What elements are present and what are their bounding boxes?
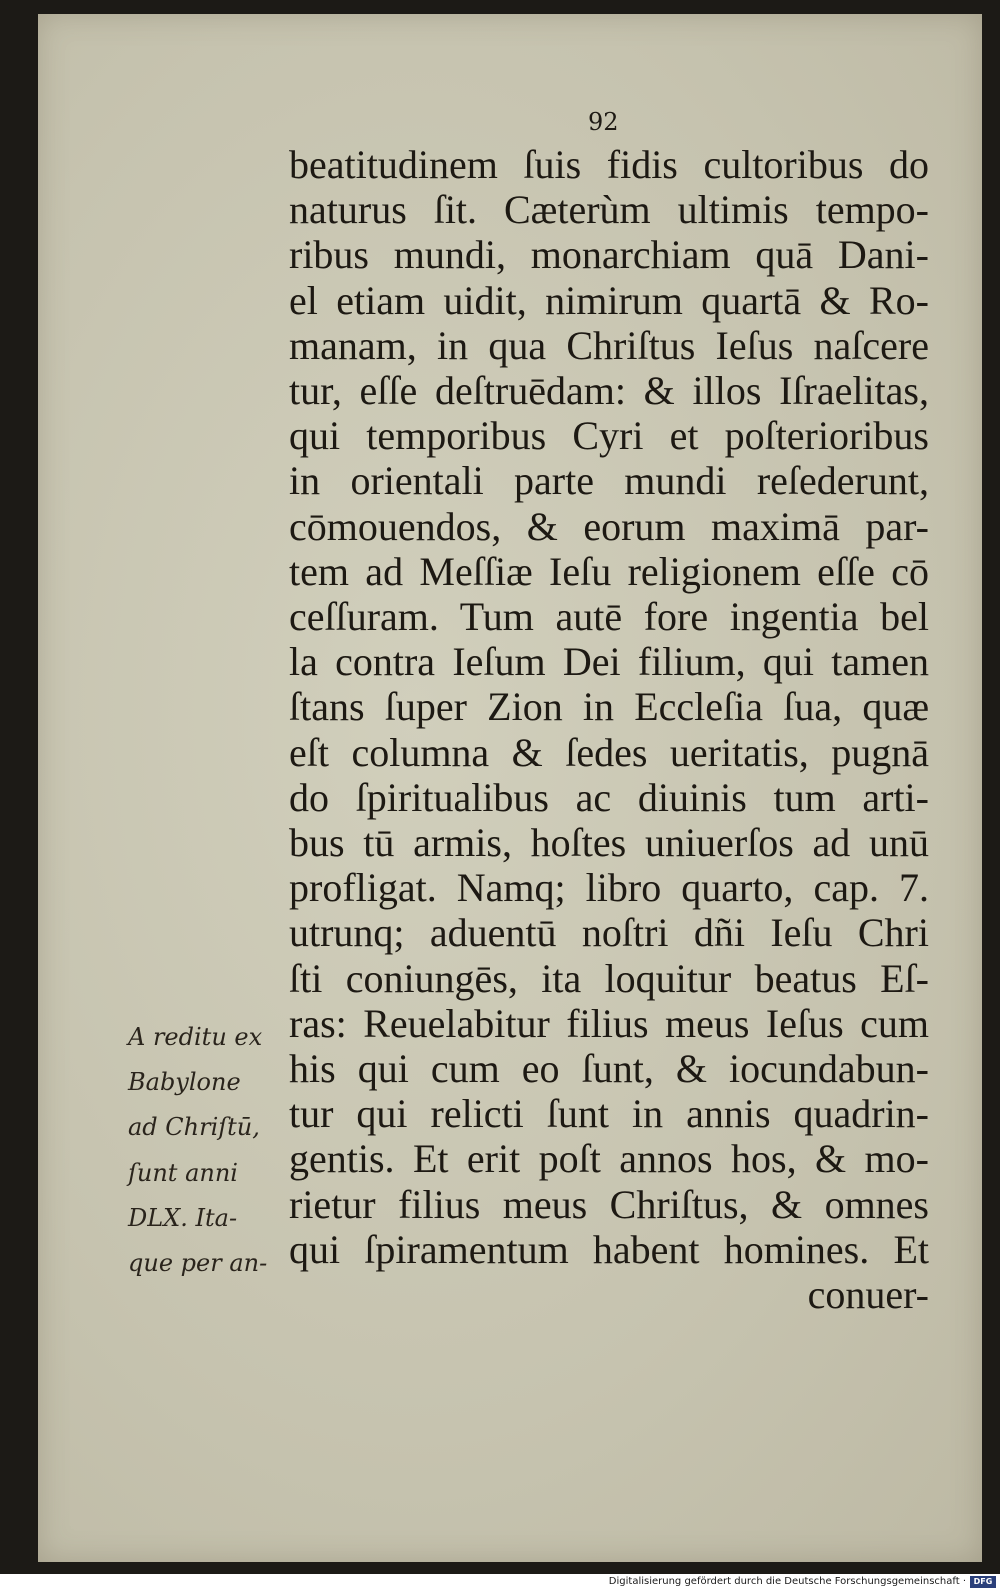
marginal-note-line: DLX. Ita- bbox=[128, 1203, 238, 1232]
text-line: utrunq; aduentū noſtri dñi Ieſu Chri bbox=[289, 910, 929, 956]
text-line: his qui cum eo ſunt, & iocundabun- bbox=[289, 1046, 929, 1092]
marginal-note bbox=[128, 1015, 288, 1286]
text-line: in orientali parte mundi reſederunt, bbox=[289, 458, 929, 504]
text-line: ſtans ſuper Zion in Eccleſia ſua, quæ bbox=[289, 684, 929, 730]
text-line: la contra Ieſum Dei filium, qui tamen bbox=[289, 639, 929, 685]
text-line: beatitudinem ſuis fidis cultoribus do bbox=[289, 142, 929, 187]
text-line: bus tū armis, hoſtes uniuerſos ad unū bbox=[289, 820, 929, 866]
text-line: naturus ſit. Cæterùm ultimis tempo- bbox=[289, 187, 929, 233]
marginal-note-line: que per an- bbox=[128, 1249, 268, 1278]
marginal-note-line: ad Chriſtū, bbox=[128, 1113, 260, 1142]
catchword: conuer- bbox=[807, 1272, 929, 1318]
text-line: cōmouendos, & eorum maximā par- bbox=[289, 503, 929, 549]
funding-credit: Digitalisierung gefördert durch die Deutsche Forschungsgemeinschaft · bbox=[608, 1576, 966, 1587]
page-number: 92 bbox=[588, 108, 619, 136]
text-line: ras: Reuelabitur filius meus Ieſus cum bbox=[289, 1000, 929, 1046]
text-line: ceſſuram. Tum autē fore ingentia bel bbox=[289, 594, 929, 640]
text-line: qui ſpiramentum habent homines. Et bbox=[289, 1226, 929, 1272]
text-line: qui temporibus Cyri et poſterioribus bbox=[289, 413, 929, 459]
text-line: ribus mundi, monarchiam quā Dani- bbox=[289, 232, 929, 278]
marginal-note-line: ſunt anni bbox=[128, 1158, 238, 1187]
text-line: tur, eſſe deſtruēdam: & illos Iſraelitas, bbox=[289, 368, 929, 414]
dfg-logo: DFG bbox=[970, 1576, 996, 1588]
main-text-block bbox=[289, 142, 929, 1317]
text-line: tur qui relicti ſunt in annis quadrin- bbox=[289, 1091, 929, 1137]
marginal-note-line: Babylone bbox=[128, 1068, 241, 1097]
text-line: el etiam uidit, nimirum quartā & Ro- bbox=[289, 277, 929, 323]
text-line: do ſpiritualibus ac diuinis tum arti- bbox=[289, 774, 929, 820]
text-line: eſt columna & ſedes ueritatis, pugnā bbox=[289, 729, 929, 775]
text-line: tem ad Meſſiæ Ieſu religionem eſſe cō bbox=[289, 548, 929, 594]
text-line: rietur filius meus Chriſtus, & omnes bbox=[289, 1181, 929, 1227]
text-line: ſti coniungēs, ita loquitur beatus Eſ- bbox=[289, 955, 929, 1001]
text-line: manam, in qua Chriſtus Ieſus naſcere bbox=[289, 322, 929, 368]
text-line: gentis. Et erit poſt annos hos, & mo- bbox=[289, 1136, 929, 1182]
marginal-note-line: A reditu ex bbox=[128, 1023, 263, 1051]
text-line: profligat. Namq; libro quarto, cap. 7. bbox=[289, 865, 929, 911]
